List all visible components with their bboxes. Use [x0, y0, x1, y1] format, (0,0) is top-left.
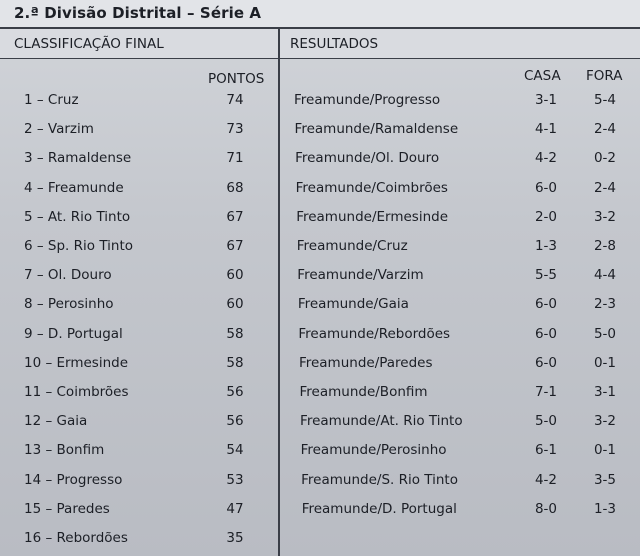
result-casa: 6-0	[534, 179, 558, 196]
result-fora: 0-2	[593, 150, 617, 167]
standing-team: 3 – Ramaldense	[24, 150, 132, 167]
standing-team: 10 – Ermesinde	[24, 354, 129, 371]
result-match: Freamunde/Cruz	[296, 238, 408, 254]
result-match: Freamunde/Ol. Douro	[295, 150, 440, 167]
result-match: Freamunde/At. Rio Tinto	[300, 413, 463, 430]
standing-points: 60	[226, 296, 244, 313]
result-match: Freamunde/Ermesinde	[296, 208, 449, 225]
standings-section-title: CLASSIFICAÇÃO FINAL	[14, 36, 164, 52]
standing-points: 35	[226, 530, 244, 546]
result-match: Freamunde/Paredes	[298, 354, 433, 371]
fora-header: FORA	[586, 68, 623, 84]
standing-team: 15 – Paredes	[24, 500, 110, 517]
result-casa: 6-1	[534, 442, 558, 459]
standing-team: 16 – Rebordões	[24, 530, 128, 546]
result-casa: 6-0	[534, 354, 558, 371]
standing-points: 54	[226, 442, 244, 459]
standing-points: 73	[226, 121, 244, 138]
result-casa: 6-0	[534, 325, 558, 342]
standing-points: 60	[226, 267, 244, 284]
result-fora: 5-0	[593, 325, 617, 342]
page-title: 2.ª Divisão Distrital – Série A	[14, 4, 262, 22]
standing-team: 7 – Ol. Douro	[24, 267, 112, 284]
result-fora: 2-3	[593, 296, 617, 313]
result-fora: 4-4	[593, 267, 617, 284]
standing-team: 5 – At. Rio Tinto	[24, 208, 131, 225]
standing-points: 56	[226, 413, 244, 430]
standing-team: 14 – Progresso	[24, 471, 123, 488]
result-casa: 8-0	[534, 500, 558, 517]
casa-header: CASA	[524, 68, 561, 84]
standing-points: 58	[226, 325, 244, 342]
result-match: Freamunde/Bonfim	[299, 384, 428, 400]
result-casa: 7-1	[534, 384, 558, 400]
standing-team: 4 – Freamunde	[24, 179, 124, 196]
standing-points: 67	[226, 238, 244, 254]
standing-team: 6 – Sp. Rio Tinto	[24, 238, 134, 254]
column-divider	[278, 29, 280, 556]
result-fora: 3-2	[593, 208, 617, 225]
standing-points: 53	[226, 471, 244, 488]
result-casa: 1-3	[534, 238, 558, 254]
result-fora: 2-8	[593, 238, 617, 254]
result-match: Freamunde/Perosinho	[300, 442, 447, 459]
result-fora: 3-1	[593, 384, 617, 400]
result-casa: 5-5	[534, 267, 558, 284]
result-casa: 6-0	[534, 296, 558, 313]
result-match: Freamunde/Varzim	[297, 267, 424, 284]
result-casa: 4-2	[534, 150, 558, 167]
standing-points: 67	[226, 208, 244, 225]
standing-points: 68	[226, 179, 244, 196]
standing-points: 71	[226, 150, 244, 167]
result-match: Freamunde/S. Rio Tinto	[301, 471, 458, 488]
result-casa: 4-2	[534, 471, 558, 488]
results-section-title: RESULTADOS	[290, 36, 379, 52]
standing-points: 56	[226, 384, 244, 400]
result-fora: 3-2	[593, 413, 617, 430]
result-match: Freamunde/Rebordões	[298, 325, 451, 342]
result-match: Freamunde/Coimbrões	[295, 179, 448, 196]
result-match: Freamunde/Progresso	[294, 92, 441, 108]
result-fora: 5-4	[593, 92, 617, 108]
result-fora: 2-4	[593, 179, 617, 196]
pontos-header: PONTOS	[208, 71, 265, 87]
result-fora: 2-4	[593, 121, 617, 138]
result-casa: 5-0	[534, 413, 558, 430]
result-casa: 3-1	[534, 92, 558, 108]
result-match: Freamunde/Ramaldense	[294, 121, 459, 138]
standing-team: 2 – Varzim	[24, 121, 94, 138]
standing-points: 74	[226, 92, 244, 108]
result-match: Freamunde/Gaia	[297, 296, 409, 313]
standing-team: 12 – Gaia	[24, 413, 88, 430]
result-fora: 3-5	[593, 471, 617, 488]
standing-team: 11 – Coimbrões	[24, 384, 129, 400]
standing-points: 47	[226, 500, 244, 517]
result-casa: 4-1	[534, 121, 558, 138]
standing-team: 13 – Bonfim	[24, 442, 105, 459]
result-match: Freamunde/D. Portugal	[301, 500, 457, 517]
result-casa: 2-0	[534, 208, 558, 225]
standing-team: 9 – D. Portugal	[24, 325, 123, 342]
standing-team: 1 – Cruz	[24, 92, 79, 108]
standing-team: 8 – Perosinho	[24, 296, 114, 313]
result-fora: 0-1	[593, 442, 617, 459]
standing-points: 58	[226, 354, 244, 371]
result-fora: 0-1	[593, 354, 617, 371]
result-fora: 1-3	[593, 500, 617, 517]
